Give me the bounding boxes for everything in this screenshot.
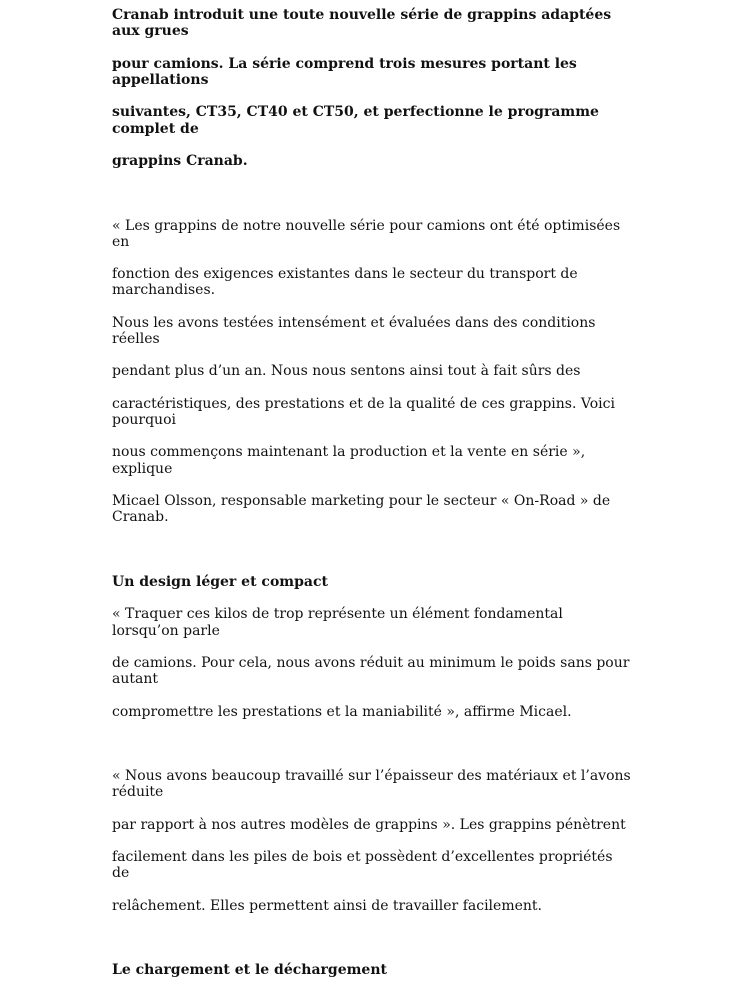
section-line: relâchement. Elles permettent ainsi de travailler facilement. — [112, 897, 542, 914]
paragraph-spacer — [112, 930, 632, 946]
quote-line: « Les grappins de notre nouvelle série pour camions ont été optimisées en — [112, 217, 621, 250]
quote-line: caractéristiques, des prestations et de la qualité de ces grappins. Voici pourquoi — [112, 395, 615, 429]
materials-paragraph — [112, 752, 632, 930]
intro-paragraph — [112, 0, 632, 185]
section-line: « Traquer ces kilos de trop représente un élément fondamental lorsqu’on parle — [112, 606, 563, 639]
section-line: « Nous avons beaucoup travaillé sur l’épaisseur des matériaux et l’avons réduite — [112, 768, 631, 801]
section-line: par rapport à nos autres modèles de grappins ». Les grappins pénètrent — [112, 816, 626, 833]
quote-line: fonction des exigences existantes dans le secteur du transport de marchandises. — [112, 266, 578, 299]
intro-line: grappins Cranab. — [112, 153, 248, 170]
paragraph-spacer — [112, 736, 632, 752]
design-section — [112, 558, 632, 736]
section-line: de camions. Pour cela, nous avons réduit au minimum le poids sans pour autant — [112, 654, 630, 688]
quote-paragraph — [112, 201, 632, 541]
paragraph-spacer — [112, 185, 632, 201]
section-line: facilement dans les piles de bois et possèdent d’excellentes propriétés de — [112, 849, 613, 882]
loading-section — [112, 946, 632, 995]
quote-line: Nous les avons testées intensément et évaluées dans des conditions réelles — [112, 314, 596, 348]
section-heading: Un design léger et compact — [112, 573, 328, 590]
intro-line: pour camions. La série comprend trois mesures portant les appellations — [112, 55, 577, 89]
quote-line: Micael Olsson, responsable marketing pour le secteur « On-Road » de Cranab. — [112, 493, 611, 526]
section-line: compromettre les prestations et la maniabilité », affirme Micael. — [112, 703, 572, 720]
quote-line: nous commençons maintenant la production et la vente en série », explique — [112, 444, 586, 477]
document-body — [112, 0, 632, 995]
section-heading: Le chargement et le déchargement — [112, 962, 387, 979]
intro-line: suivantes, CT35, CT40 et CT50, et perfectionne le programme complet de — [112, 104, 599, 137]
paragraph-spacer — [112, 542, 632, 558]
quote-line: pendant plus d’un an. Nous nous sentons ainsi tout à fait sûrs des — [112, 363, 581, 380]
intro-line: Cranab introduit une toute nouvelle série de grappins adaptées aux grues — [112, 7, 612, 40]
